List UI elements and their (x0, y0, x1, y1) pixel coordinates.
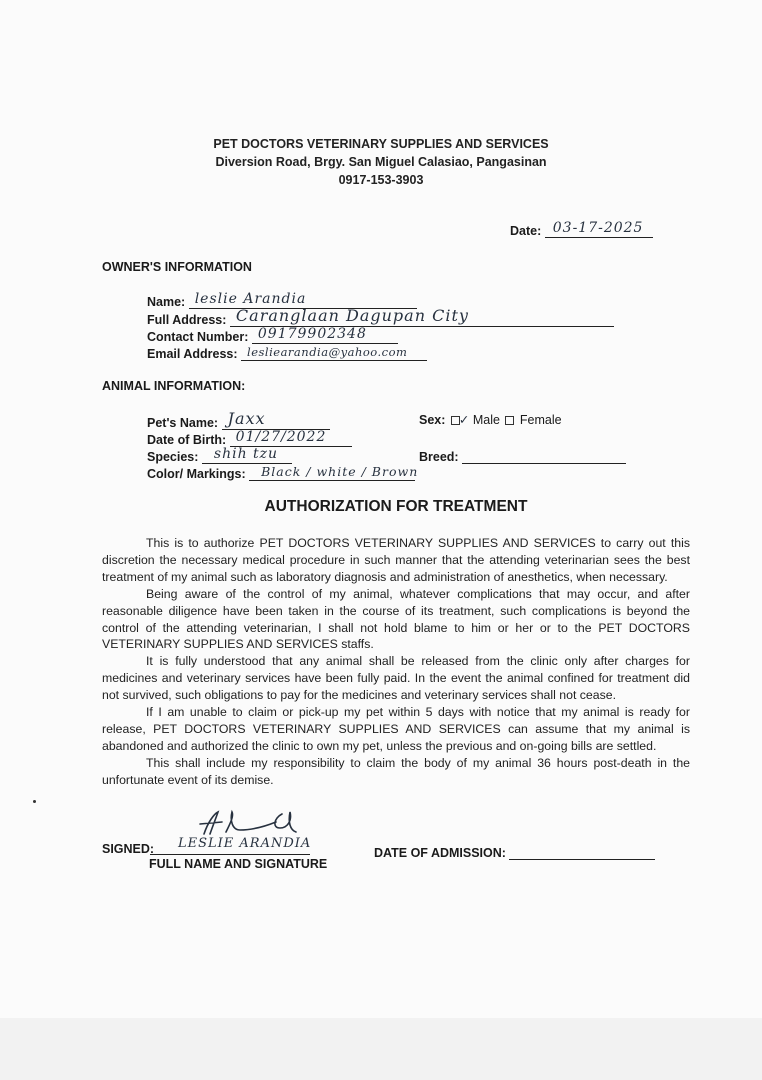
animal-section-title: ANIMAL INFORMATION: (102, 379, 246, 393)
pet-name-line (222, 409, 330, 430)
owner-email-field (147, 343, 427, 361)
breed-label: Breed: (419, 450, 459, 464)
date-line (545, 220, 653, 238)
dob-line (230, 429, 352, 447)
color-line (249, 463, 419, 481)
owner-email-value: lesliearandia@yahoo.com (247, 345, 408, 359)
date-of-admission-field (374, 842, 655, 860)
owner-contact-label: Contact Number: (147, 330, 249, 344)
color-label: Color/ Markings: (147, 467, 246, 481)
company-phone: 0917-153-3903 (338, 173, 424, 187)
species-label: Species: (147, 450, 199, 464)
pet-name-label: Pet's Name: (147, 416, 219, 430)
breed-field (419, 446, 626, 464)
date-label: Date: (510, 224, 542, 238)
breed-line (462, 446, 626, 464)
species-value: shih tzu (213, 446, 279, 462)
checkmark-icon: ✓ (458, 413, 470, 427)
signature-scribble (196, 808, 306, 838)
pet-name-value: Jaxx (227, 409, 266, 428)
date-of-admission-label: DATE OF ADMISSION: (374, 846, 506, 860)
species-line (202, 446, 292, 464)
species-field (147, 446, 292, 464)
signature-caption: FULL NAME AND SIGNATURE (149, 857, 328, 871)
authorization-body (102, 535, 690, 789)
authorization-title: AUTHORIZATION FOR TREATMENT (264, 498, 528, 515)
owner-contact-field (147, 326, 398, 344)
authorization-paragraph: Being aware of the control of my animal, whatever complications that may occur, and after reasonable diligence have been taken in the course of its treatment, such complications is beyond the control of the attending veterinarian, I shall not hold blame to him or her or to the PET DOCTORS VETERINARY SUPPLIES AND SERVICES staffs. (102, 586, 690, 652)
female-checkbox[interactable] (505, 416, 514, 425)
sex-field (419, 412, 562, 427)
owner-contact-value: 09179902348 (257, 326, 367, 342)
sex-label: Sex: (419, 413, 446, 427)
female-option-label: Female (519, 413, 562, 427)
authorization-paragraph: This is to authorize PET DOCTORS VETERINARY SUPPLIES AND SERVICES to carry out this discretion the necessary medical procedure in such manner that the attending veterinarian sees the best treatment of my animal such as laboratory diagnosis and administration of anesthetics, when necessary. (102, 536, 690, 584)
owner-name-value: leslie Arandia (194, 291, 307, 307)
signed-name: LESLIE ARANDIA (178, 836, 312, 851)
owner-contact-line (252, 326, 398, 344)
owner-name-label: Name: (147, 295, 186, 309)
authorization-paragraph: If I am unable to claim or pick-up my pet within 5 days with notice that my animal is ready for release, PET DOCTORS VETERINARY SUPPLIES AND SERVICES can assume that my animal is abandoned and authorized the clinic to own my pet, unless the previous and on-going bills are settled. (102, 705, 690, 753)
color-field (147, 463, 419, 481)
form-header (0, 135, 762, 189)
date-field (510, 220, 653, 238)
owner-address-label: Full Address: (147, 313, 227, 327)
authorization-paragraph: It is fully understood that any animal shall be released from the clinic only after charges for medicines and veterinary services have been fully paid. In the event the animal confined for treatment did not survived, such obligations to pay for the medicines and veterinary services shall not cease. (102, 654, 690, 703)
owner-email-line (241, 343, 427, 361)
color-value: Black / white / Brown (261, 464, 419, 479)
dob-label: Date of Birth: (147, 433, 227, 447)
scan-bottom-edge (0, 1018, 762, 1080)
owner-section-title: OWNER'S INFORMATION (102, 260, 252, 274)
owner-address-value: Caranglaan Dagupan City (235, 306, 469, 325)
company-address: Diversion Road, Brgy. San Miguel Calasiao, Pangasinan (215, 155, 547, 169)
authorization-paragraph: This shall include my responsibility to claim the body of my animal 36 hours post-death in the unfortunate event of its demise. (102, 755, 690, 787)
scan-speck (33, 800, 36, 803)
pet-name-field (147, 409, 330, 430)
male-option-label: Male (472, 413, 500, 427)
signed-label: SIGNED: (102, 842, 155, 856)
company-name: PET DOCTORS VETERINARY SUPPLIES AND SERVICES (213, 137, 549, 151)
dob-value: 01/27/2022 (235, 429, 327, 445)
owner-address-field (147, 306, 614, 327)
owner-email-label: Email Address: (147, 347, 238, 361)
dob-field (147, 429, 352, 447)
date-value: 03-17-2025 (552, 220, 644, 236)
owner-address-line (230, 306, 614, 327)
date-of-admission-line (509, 842, 655, 860)
